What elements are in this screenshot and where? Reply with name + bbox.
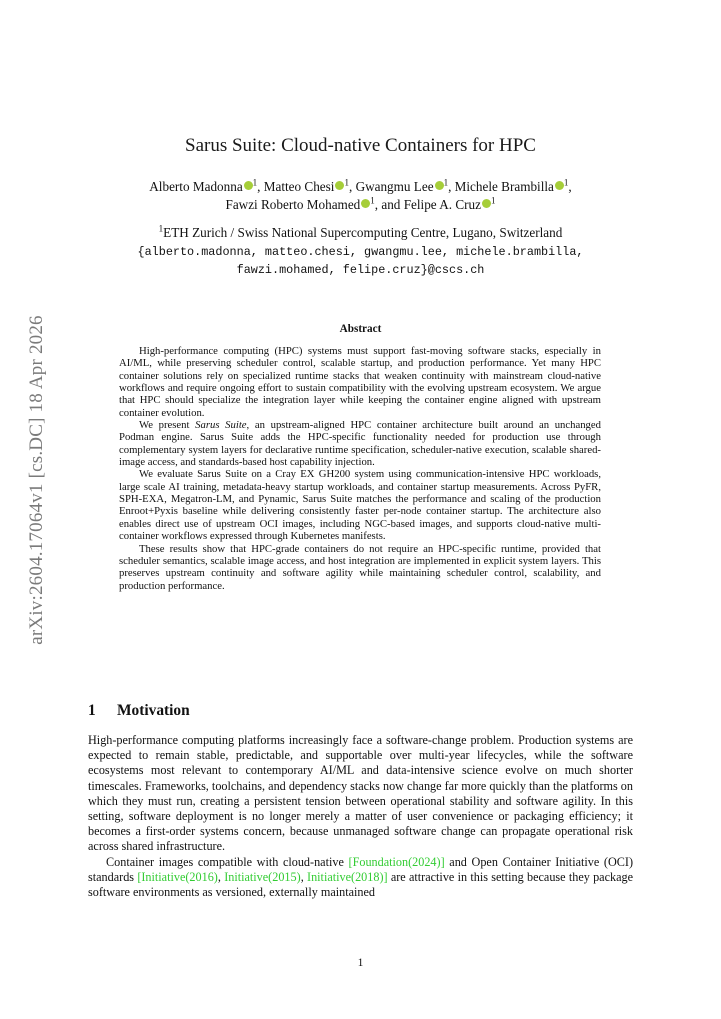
section-title: Motivation: [117, 702, 190, 719]
affiliation-mark: 1: [370, 195, 375, 206]
body-paragraph: High-performance computing platforms increasingly face a software-change problem. Production systems are expected to remain stable, predictable, and supportable over multi-year lifecycles, while the software ecosystems most relevant to contemporary AI/ML and data-intensive science evolve on much shorter timescales. Frameworks, toolchains, and dependency stacks now change far more quickly than the platforms on which they must run, creating a persistent tension between operational stability and software agility. In this setting, software deployment is no longer merely a matter of user convenience or packaging efficiency; it becomes a first-order systems concern, because unmanaged software change can propagate operational risk across shared infrastructure.: [88, 733, 633, 854]
system-name: Sarus Suite: [195, 419, 247, 432]
email-line: {alberto.madonna, matteo.chesi, gwangmu.lee, michele.brambilla,: [137, 245, 584, 259]
abstract-paragraph: We evaluate Sarus Suite on a Cray EX GH200 system using communication-intensive HPC workloads, large scale AI training, metadata-heavy startup workloads, and container startup measurements. Across PyFR, SPH-EXA, Megatron-LM, and Pynamic, Sarus Suite matches the performance and scaling of the production Enroot+Pyxis baseline while delivering consistently faster per-node container startup. The architecture also enables direct use of upstream OCI images, including NGC-based images, and supports cloud-native multi-container workflows expressed through Kubernetes manifests.: [119, 468, 601, 543]
citation-link[interactable]: Initiative(2018)]: [307, 869, 388, 884]
author-name: Alberto Madonna: [149, 179, 243, 194]
section-body: [88, 733, 633, 900]
section-number: 1: [88, 702, 96, 719]
arxiv-sidebar: [22, 290, 52, 670]
affiliation-mark: 1: [344, 177, 349, 188]
abstract-heading: Abstract: [339, 323, 382, 335]
orcid-icon[interactable]: [555, 181, 564, 190]
affiliation-text: ETH Zurich / Swiss National Supercomputing Centre, Lugano, Switzerland: [163, 225, 563, 240]
orcid-icon[interactable]: [482, 199, 491, 208]
page-number: 1: [357, 957, 364, 969]
affiliation-mark: 1: [491, 195, 496, 206]
author-name: Fawzi Roberto Mohamed: [225, 197, 361, 212]
author-name: Felipe A. Cruz: [403, 197, 481, 212]
author-emails: [90, 243, 631, 279]
arxiv-identifier: arXiv:2604.17064v1 [cs.DC] 18 Apr 2026: [26, 315, 47, 645]
author-list: Alberto Madonna $^1$, Matteo Chesi $^1$, Gwangmu Lee $^1$, Michele Brambilla $^1$, Fawzi Roberto Mohamed $^1$, and Felipe A. Cruz $^1$: [149, 177, 572, 212]
abstract-paragraph: These results show that HPC-grade containers do not require an HPC-specific runtime, provided that scheduler semantics, scalable image access, and host integration are implemented in explicit system layers. This preserves upstream continuity and software agility while maintaining scheduler control, scalability, and production performance.: [119, 542, 601, 592]
affiliation-mark: 1: [443, 177, 449, 188]
citation-link[interactable]: Initiative(2015): [224, 869, 301, 884]
abstract-paragraph: We present Sarus Suite, an upstream-aligned HPC container architecture built around an unchanged Podman engine. Sarus Suite adds the HPC-specific functionality needed for production use through complementary system layers for declarative runtime specification, scheduler-native execution, scalable shared-image access, and standards-based host capability injection.: [119, 419, 601, 469]
section-heading: [88, 702, 190, 720]
orcid-icon[interactable]: [361, 199, 370, 208]
author-name: Michele Brambilla: [454, 179, 554, 194]
orcid-icon[interactable]: [435, 181, 444, 190]
paper-title: Sarus Suite: Cloud-native Containers for HPC: [185, 135, 536, 156]
affiliation: [90, 224, 631, 242]
affiliation-mark: 1: [563, 177, 569, 188]
author-name: Gwangmu Lee: [355, 179, 434, 194]
body-paragraph: Container images compatible with cloud-native [Foundation(2024)] and Open Container Initiative (OCI) standards [Initiative(2016), Initiative(2015), Initiative(2018)] are attractive in this setting because they package software environments as versioned, externally maintained: [88, 854, 634, 900]
email-line: fawzi.mohamed, felipe.cruz}@cscs.ch: [236, 263, 485, 277]
affiliation-mark: 1: [158, 223, 164, 234]
orcid-icon[interactable]: [244, 181, 253, 190]
author-name: Matteo Chesi: [263, 179, 335, 194]
affiliation-mark: 1: [252, 177, 258, 188]
abstract-body: [119, 345, 601, 592]
citation-link[interactable]: [Initiative(2016): [137, 869, 218, 884]
citation-link[interactable]: [Foundation(2024)]: [348, 854, 445, 869]
abstract-paragraph: High-performance computing (HPC) systems must support fast-moving software stacks, especially in AI/ML, while preserving scheduler control, scalable startup, and production performance. Yet many HPC container solutions rely on specialized runtime stacks that weaken continuity with mainstream cloud-native workflows and require ongoing effort to sustain compatibility with the evolving upstream ecosystem. We argue that HPC should specialize the integration layer while keeping the container engine aligned with upstream container evolution.: [119, 345, 601, 419]
